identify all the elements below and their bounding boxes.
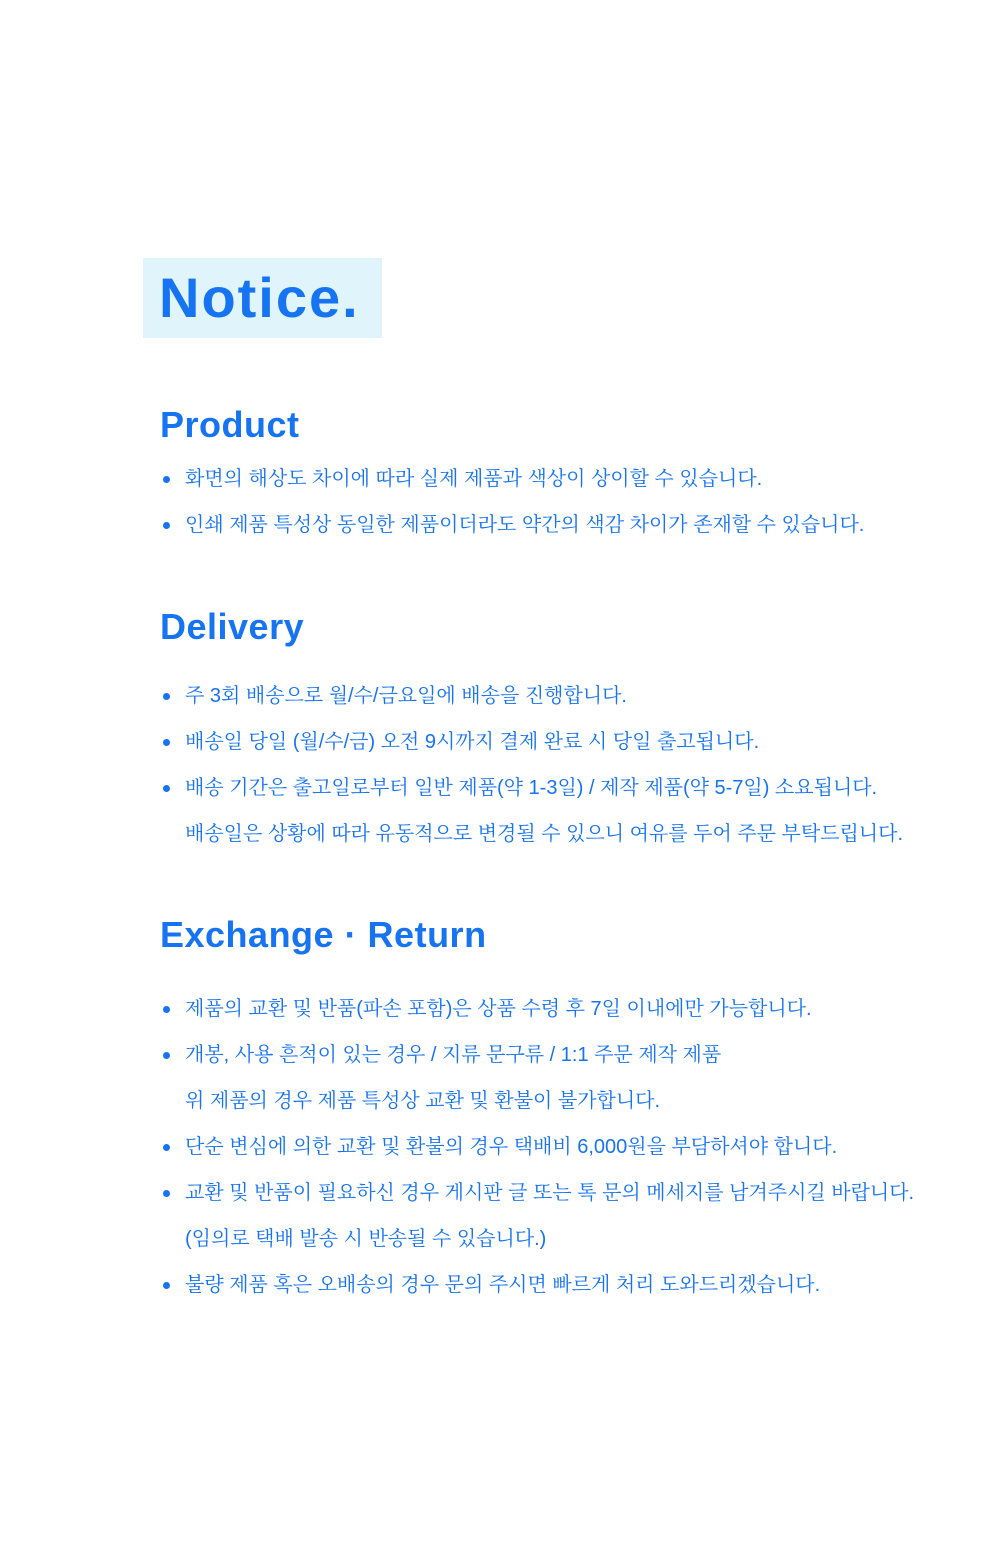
- bullet-text: 단순 변심에 의한 교환 및 환불의 경우 택배비 6,000원을 부담하셔야 합니다.: [185, 1136, 838, 1158]
- page-title-row: [160, 0, 1000, 338]
- bullet-text: 배송 기간은 출고일로부터 일반 제품(약 1-3일) / 제작 제품(약 5-7일) 소요됩니다.: [185, 777, 878, 799]
- bullet-dot-icon: [163, 1006, 170, 1013]
- bullet-body: [185, 673, 627, 719]
- bullet-body: [185, 1262, 820, 1308]
- section-product: [160, 404, 1000, 548]
- bullet-dot-icon: [163, 476, 170, 483]
- bullet-continuation-text: 위 제품의 경우 제품 특성상 교환 및 환불이 불가합니다.: [185, 1090, 661, 1112]
- list-item: [160, 1262, 1000, 1308]
- section-delivery: [160, 606, 1000, 857]
- bullet-text: 제품의 교환 및 반품(파손 포함)은 상품 수령 후 7일 이내에만 가능합니다.: [185, 998, 812, 1020]
- delivery-bullet-list: [160, 673, 1000, 857]
- list-item: [160, 456, 1000, 502]
- exchange-return-bullet-list: [160, 986, 1000, 1308]
- bullet-text: 배송일 당일 (월/수/금) 오전 9시까지 결제 완료 시 당일 출고됩니다.: [185, 731, 760, 753]
- list-item: [160, 673, 1000, 719]
- bullet-dot-icon: [163, 1282, 170, 1289]
- bullet-dot-icon: [163, 1190, 170, 1197]
- bullet-continuation-text: (임의로 택배 발송 시 반송될 수 있습니다.): [185, 1228, 547, 1250]
- bullet-body: [185, 986, 812, 1032]
- bullet-body: [185, 1124, 837, 1170]
- section-heading-delivery: Delivery: [160, 606, 305, 647]
- bullet-continuation-text: 배송일은 상황에 따라 유동적으로 변경될 수 있으니 여유를 두어 주문 부탁드립니다.: [185, 823, 904, 845]
- list-item: [160, 719, 1000, 765]
- bullet-text: 불량 제품 혹은 오배송의 경우 문의 주시면 빠르게 처리 도와드리겠습니다.: [185, 1274, 821, 1296]
- bullet-body: [185, 502, 864, 548]
- bullet-dot-icon: [163, 739, 170, 746]
- list-item: [160, 1032, 1000, 1124]
- page-title-highlight: [143, 258, 382, 338]
- section-heading-product: Product: [160, 404, 300, 445]
- bullet-dot-icon: [163, 1052, 170, 1059]
- page-title: Notice.: [159, 266, 360, 329]
- section-heading-exchange-return: Exchange · Return: [160, 914, 487, 955]
- list-item: [160, 765, 1000, 857]
- bullet-text: 인쇄 제품 특성상 동일한 제품이더라도 약간의 색감 차이가 존재할 수 있습니다.: [185, 514, 865, 536]
- bullet-body: [185, 719, 759, 765]
- product-bullet-list: [160, 456, 1000, 548]
- bullet-text: 개봉, 사용 흔적이 있는 경우 / 지류 문구류 / 1:1 주문 제작 제품: [185, 1044, 722, 1066]
- bullet-dot-icon: [163, 693, 170, 700]
- list-item: [160, 1124, 1000, 1170]
- bullet-body: [185, 1032, 721, 1124]
- list-item: [160, 1170, 1000, 1262]
- bullet-dot-icon: [163, 785, 170, 792]
- bullet-dot-icon: [163, 1144, 170, 1151]
- bullet-body: [185, 765, 903, 857]
- bullet-body: [185, 1170, 914, 1262]
- bullet-text: 교환 및 반품이 필요하신 경우 게시판 글 또는 톡 문의 메세지를 남겨주시길 바랍니다.: [185, 1182, 915, 1204]
- bullet-text: 화면의 해상도 차이에 따라 실제 제품과 색상이 상이할 수 있습니다.: [185, 468, 763, 490]
- bullet-dot-icon: [163, 522, 170, 529]
- section-exchange-return: [160, 914, 1000, 1308]
- list-item: [160, 986, 1000, 1032]
- bullet-body: [185, 456, 762, 502]
- list-item: [160, 502, 1000, 548]
- bullet-text: 주 3회 배송으로 월/수/금요일에 배송을 진행합니다.: [185, 685, 627, 707]
